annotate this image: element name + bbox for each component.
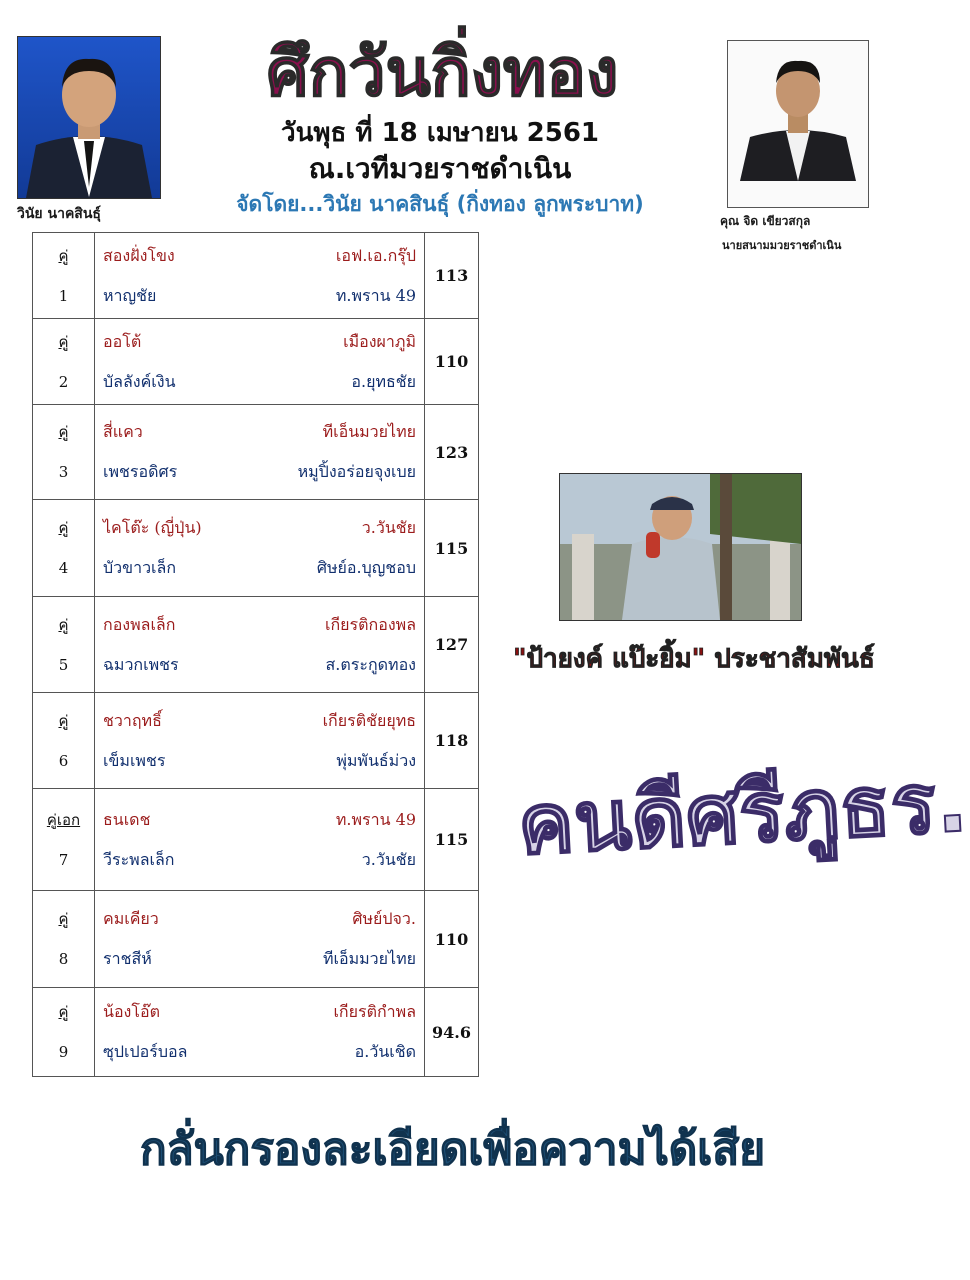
blue-fighter-camp: อ.วันเชิด bbox=[354, 1042, 416, 1061]
fight-card-table bbox=[32, 232, 479, 1077]
weight-cell: 94.6 bbox=[425, 988, 479, 1077]
blue-fighter-name: บัวขาวเล็ก bbox=[103, 558, 177, 577]
manager-caption-name: คุณ จิด เขียวสกุล bbox=[720, 214, 811, 228]
bout-number-cell bbox=[33, 988, 95, 1077]
bout-label: คู่ bbox=[58, 423, 69, 441]
red-fighter-camp: เกียรติกำพล bbox=[333, 1002, 416, 1021]
weight-cell: 110 bbox=[425, 319, 479, 405]
bout-number: 5 bbox=[58, 655, 69, 674]
portrait-image bbox=[728, 41, 868, 207]
event-title: ศึกวันกิ่งทอง bbox=[266, 34, 619, 111]
red-fighter-name: สี่แคว bbox=[103, 422, 143, 441]
stadium-manager-photo bbox=[727, 40, 869, 208]
fight-row bbox=[33, 233, 479, 319]
blue-fighter-name: ซุปเปอร์บอล bbox=[103, 1042, 188, 1061]
bout-number: 1 bbox=[58, 286, 69, 305]
red-fighter-camp: ท.พราน 49 bbox=[335, 809, 416, 829]
fight-row bbox=[33, 789, 479, 891]
bout-number: 2 bbox=[58, 372, 69, 391]
fighters-cell bbox=[95, 693, 425, 789]
red-corner-line bbox=[103, 412, 416, 452]
bout-label: คู่ bbox=[58, 711, 69, 730]
bout-label: คู่ bbox=[58, 615, 69, 634]
promo-caption: "ป้ายงค์ แป๊ะยิ้ม" ประชาสัมพันธ์ bbox=[513, 644, 875, 674]
fighters-cell bbox=[95, 319, 425, 405]
announcer-photo bbox=[559, 473, 802, 621]
manager-caption-title: นายสนามมวยราชดำเนิน bbox=[722, 239, 842, 252]
weight-cell: 115 bbox=[425, 789, 479, 891]
fight-row bbox=[33, 500, 479, 597]
red-fighter-name: ชวาฤทธิ์ bbox=[103, 710, 162, 730]
blue-fighter-name: บัลลังค์เงิน bbox=[103, 371, 176, 391]
bout-label: คู่ bbox=[58, 246, 69, 265]
red-fighter-name: น้องโอ๊ต bbox=[103, 1002, 160, 1021]
blue-fighter-name: เข็มเพชร bbox=[103, 750, 166, 770]
bout-number-cell bbox=[33, 789, 95, 891]
bout-number-cell bbox=[33, 500, 95, 597]
slogan-text: คนดีศรีภูธร. bbox=[515, 752, 970, 874]
event-venue: ณ.เวทีมวยราชดำเนิน bbox=[308, 152, 572, 185]
red-fighter-camp: เอฟ.เอ.กรุ๊ป bbox=[335, 245, 416, 265]
blue-corner-line bbox=[103, 1032, 416, 1072]
bout-number: 4 bbox=[58, 559, 69, 577]
bout-number: 6 bbox=[58, 751, 69, 770]
weight-cell: 118 bbox=[425, 693, 479, 789]
fighters-cell bbox=[95, 233, 425, 319]
blue-corner-line bbox=[103, 452, 416, 492]
bout-label: คู่ bbox=[58, 1003, 69, 1021]
red-fighter-camp: ศิษย์ปจว. bbox=[352, 909, 416, 928]
red-fighter-name: ไคโต๊ะ (ญี่ปุ่น) bbox=[103, 518, 202, 537]
bout-label: คู่ bbox=[58, 332, 69, 351]
fight-row bbox=[33, 693, 479, 789]
red-fighter-camp: ว.วันชัย bbox=[361, 518, 416, 537]
fight-row bbox=[33, 319, 479, 405]
blue-fighter-name: หาญชัย bbox=[103, 285, 157, 305]
bout-number-cell bbox=[33, 319, 95, 405]
fight-row bbox=[33, 597, 479, 693]
red-fighter-camp: เกียรติกองพล bbox=[325, 614, 416, 634]
blue-fighter-name: ราชสีห์ bbox=[103, 949, 152, 968]
blue-corner-line bbox=[103, 362, 416, 402]
blue-fighter-camp: ทีเอ็มมวยไทย bbox=[322, 949, 416, 968]
red-fighter-camp: ทีเอ็นมวยไทย bbox=[322, 422, 416, 441]
event-organizer: จัดโดย...วินัย นาคสินธุ์ (กิ่งทอง ลูกพระบาท) bbox=[236, 192, 644, 216]
blue-corner-line bbox=[103, 840, 416, 880]
fighters-cell bbox=[95, 500, 425, 597]
red-fighter-camp: เมืองผาภูมิ bbox=[343, 331, 416, 351]
blue-fighter-camp: พุ่มพันธ์ม่วง bbox=[336, 750, 416, 770]
red-corner-line bbox=[103, 992, 416, 1032]
fighters-cell bbox=[95, 789, 425, 891]
bout-number-cell bbox=[33, 405, 95, 500]
red-corner-line bbox=[103, 508, 416, 548]
red-corner-line bbox=[103, 800, 416, 840]
bout-number: 7 bbox=[58, 850, 69, 869]
red-corner-line bbox=[103, 701, 416, 741]
red-fighter-name: คมเคียว bbox=[103, 909, 159, 928]
weight-cell: 115 bbox=[425, 500, 479, 597]
blue-fighter-camp: อ.ยุทธชัย bbox=[351, 371, 416, 391]
blue-fighter-camp: ส.ตระกูดทอง bbox=[325, 654, 416, 674]
bout-number-cell bbox=[33, 693, 95, 789]
weight-cell: 110 bbox=[425, 891, 479, 988]
bout-number: 3 bbox=[58, 463, 69, 481]
blue-corner-line bbox=[103, 741, 416, 781]
blue-corner-line bbox=[103, 276, 416, 316]
announcer-image bbox=[560, 474, 801, 620]
blue-corner-line bbox=[103, 939, 416, 979]
blue-fighter-name: ฉมวกเพชร bbox=[103, 654, 179, 674]
fight-row bbox=[33, 988, 479, 1077]
red-corner-line bbox=[103, 322, 416, 362]
blue-corner-line bbox=[103, 645, 416, 685]
organizer-caption: วินัย นาคสินธุ์ bbox=[17, 206, 101, 222]
red-fighter-name: สองฝั่งโขง bbox=[103, 245, 175, 265]
bout-label: คู่ bbox=[58, 519, 69, 537]
fight-row bbox=[33, 405, 479, 500]
blue-corner-line bbox=[103, 548, 416, 588]
organizer-photo bbox=[17, 36, 161, 199]
red-corner-line bbox=[103, 899, 416, 939]
fighters-cell bbox=[95, 597, 425, 693]
blue-fighter-camp: ท.พราน 49 bbox=[335, 285, 416, 305]
bout-number-cell bbox=[33, 597, 95, 693]
red-corner-line bbox=[103, 605, 416, 645]
fighters-cell bbox=[95, 405, 425, 500]
bout-number-cell bbox=[33, 891, 95, 988]
fighters-cell bbox=[95, 988, 425, 1077]
event-date: วันพุธ ที่ 18 เมษายน 2561 bbox=[280, 118, 600, 148]
bout-label: คู่ bbox=[58, 910, 69, 928]
red-fighter-camp: เกียรติชัยยุทธ bbox=[322, 710, 416, 730]
blue-fighter-camp: ศิษย์อ.บุญชอบ bbox=[316, 558, 416, 577]
bout-number: 8 bbox=[58, 950, 69, 968]
fighters-cell bbox=[95, 891, 425, 988]
fight-row bbox=[33, 891, 479, 988]
weight-cell: 127 bbox=[425, 597, 479, 693]
bout-number-cell bbox=[33, 233, 95, 319]
blue-fighter-camp: ว.วันชัย bbox=[361, 849, 416, 869]
weight-cell: 113 bbox=[425, 233, 479, 319]
blue-fighter-name: วีระพลเล็ก bbox=[103, 849, 175, 869]
red-fighter-name: กองพลเล็ก bbox=[103, 614, 176, 634]
bout-label: คู่เอก bbox=[46, 810, 81, 829]
blue-fighter-camp: หมูปิ้งอร่อยจุงเบย bbox=[297, 462, 416, 481]
red-fighter-name: ออโต้ bbox=[103, 331, 142, 351]
bout-number: 9 bbox=[58, 1043, 69, 1061]
footer-text: กลั่นกรองละเอียดเพื่อความได้เสีย bbox=[140, 1124, 765, 1175]
portrait-image bbox=[18, 37, 160, 198]
red-fighter-name: ธนเดช bbox=[103, 809, 151, 829]
red-corner-line bbox=[103, 236, 416, 276]
blue-fighter-name: เพชรอดิศร bbox=[103, 462, 178, 481]
weight-cell: 123 bbox=[425, 405, 479, 500]
